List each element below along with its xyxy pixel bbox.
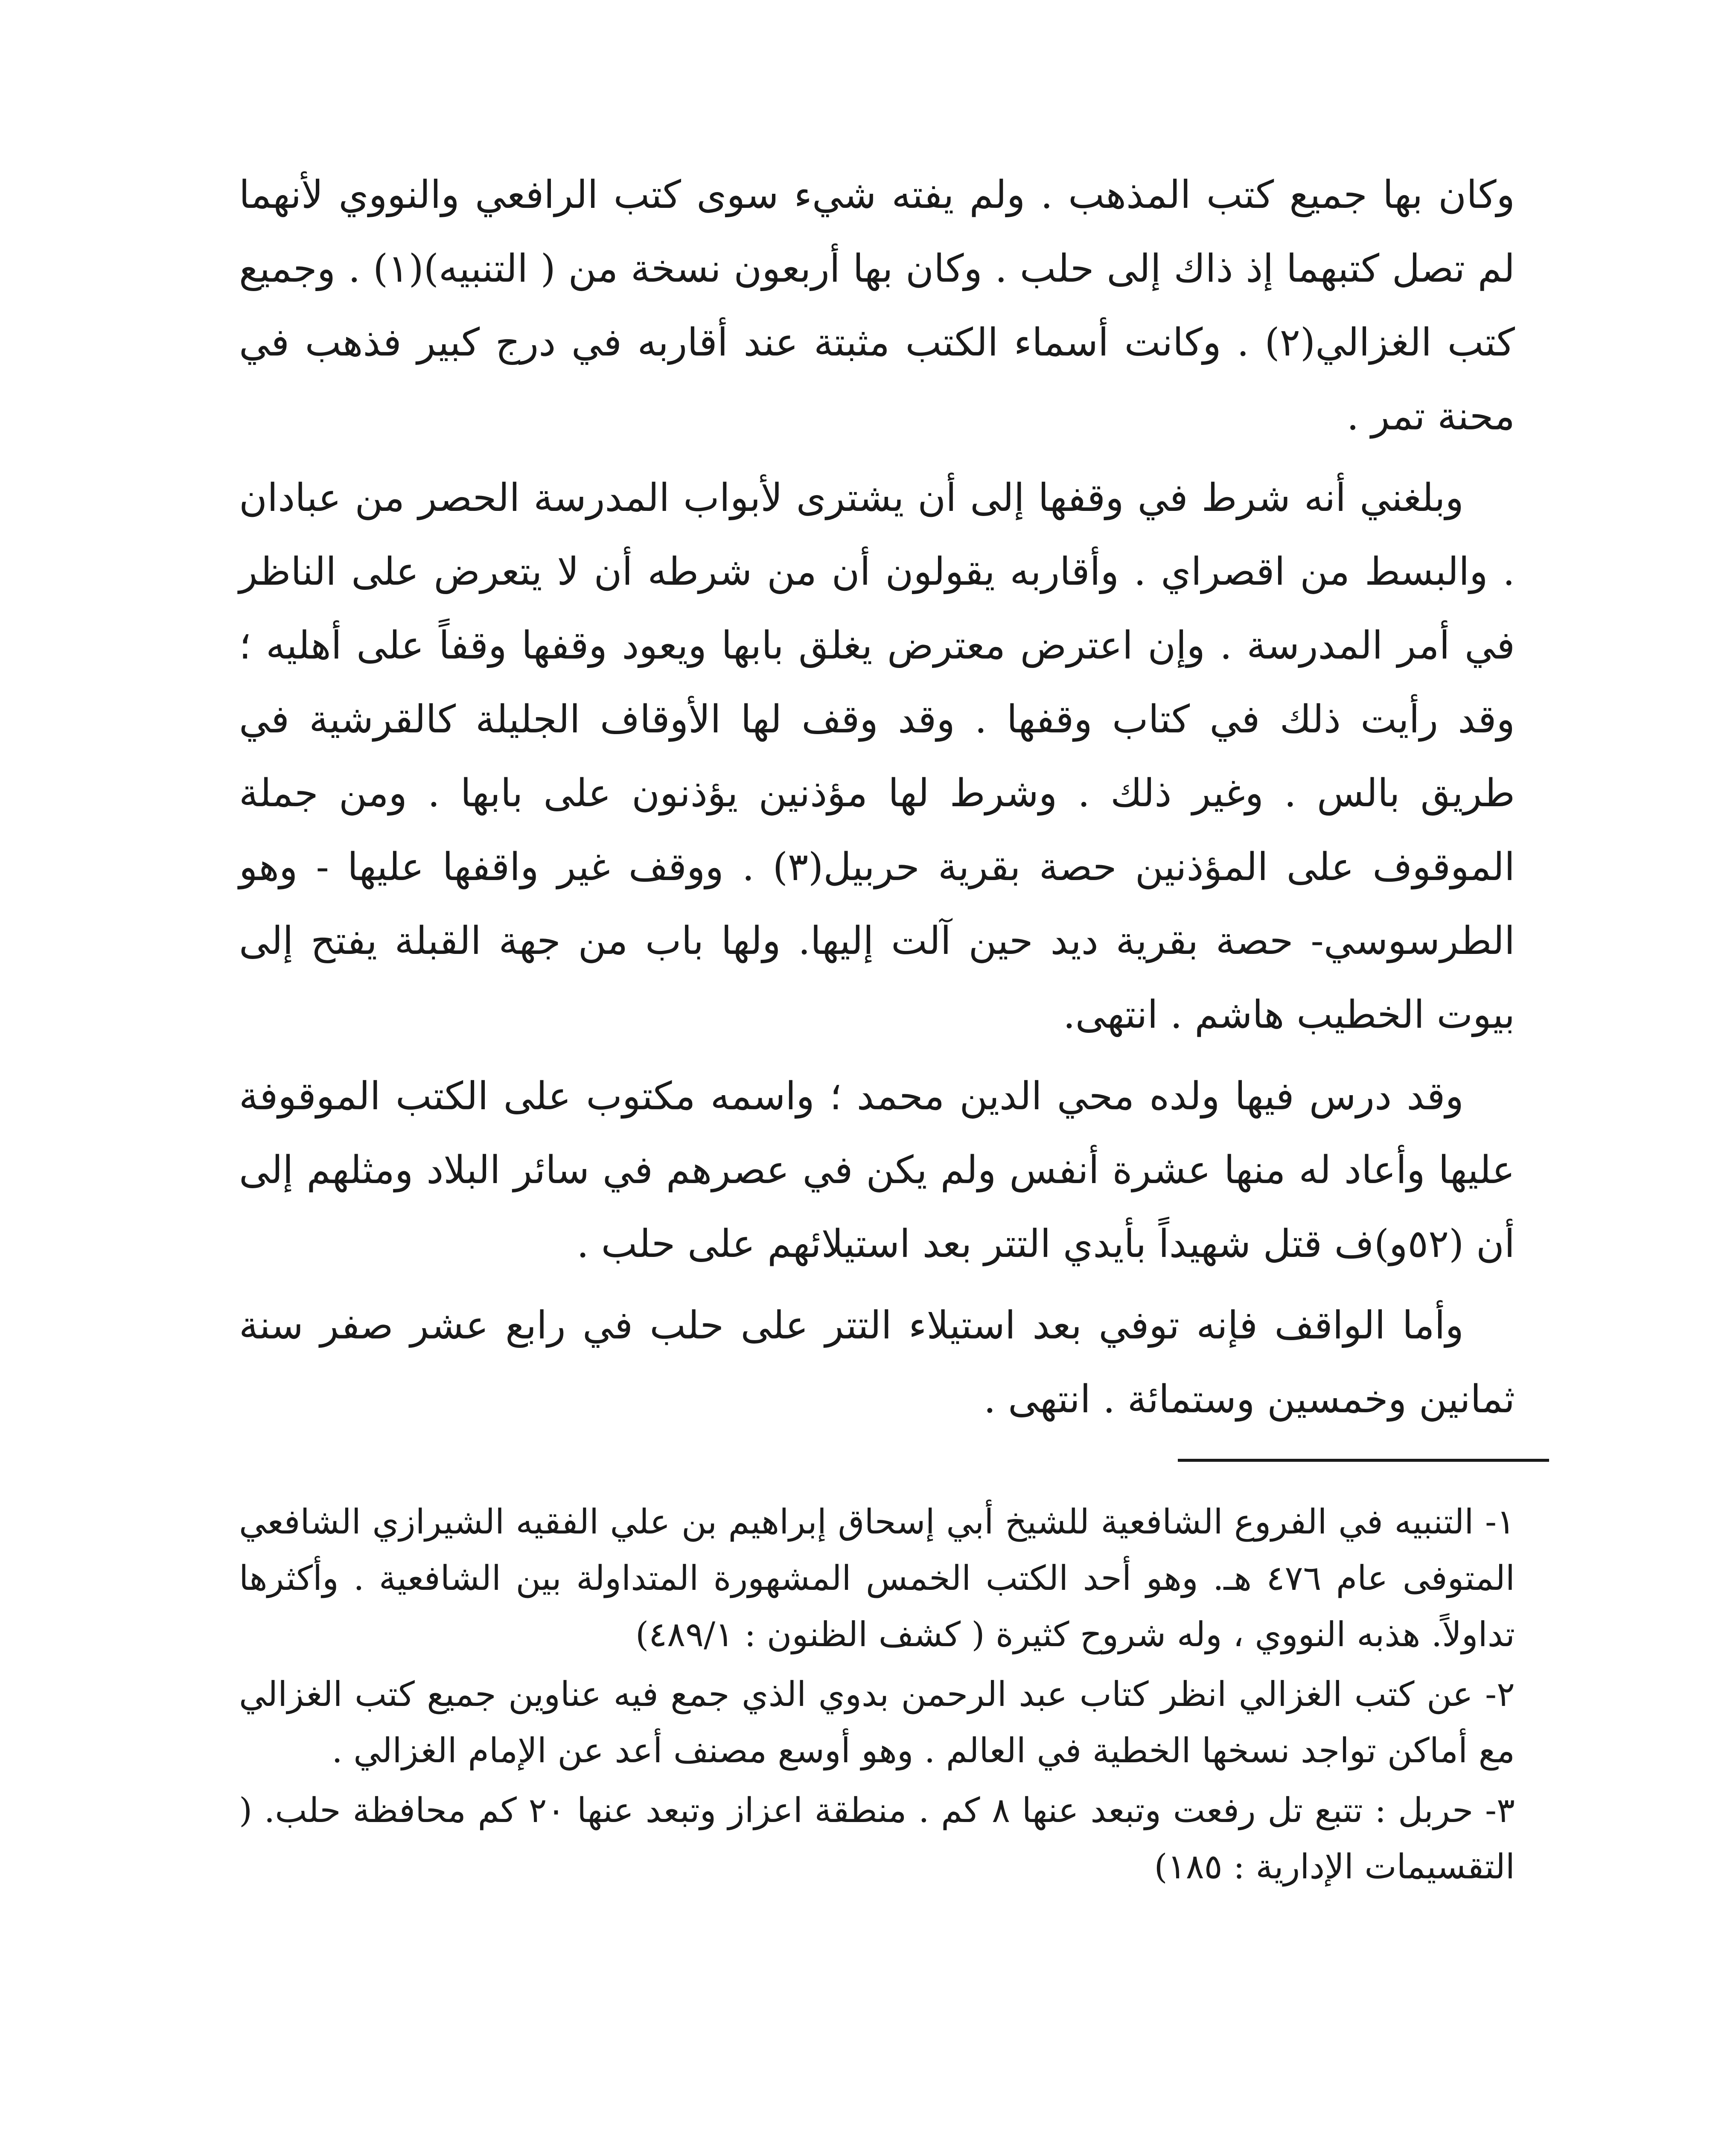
footnote-3: ٣- حربل : تتبع تل رفعت وتبعد عنها ٨ كم . منطقة اعزاز وتبعد عنها ٢٠ كم محافظة حلب. ( التقسيمات الإدارية : ١٨٥) bbox=[239, 1790, 1515, 1886]
paragraph-2: وبلغني أنه شرط في وقفها إلى أن يشترى لأبواب المدرسة الحصر من عبادان . والبسط من اقصراي . وأقاربه يقولون أن من شرطه أن لا يتعرض على الناظر في أمر المدرسة . وإن اعترض معترض يغلق بابها ويعود وقفها وقفاً على أهليه ؛ وقد رأيت ذلك في كتاب وقفها . وقد وقف لها الأوقاف الجليلة كالقرشية في طريق بالس . وغير ذلك . وشرط لها مؤذنين يؤذنون على بابها . ومن جملة الموقوف على المؤذنين حصة بقرية حربيل(٣) . ووقف غير واقفها عليها - وهو الطرسوسي- حصة بقرية ديد حين آلت إليها. ولها باب من جهة القبلة يفتح إلى بيوت الخطيب هاشم . انتهى. bbox=[239, 475, 1515, 1037]
paragraph-3: وقد درس فيها ولده محي الدين محمد ؛ واسمه مكتوب على الكتب الموقوفة عليها وأعاد له منها عشرة أنفس ولم يكن في عصرهم في سائر البلاد ومثلهم إلى أن (٥٢و)ف قتل شهيداً بأيدي التتر بعد استيلائهم على حلب . bbox=[239, 1074, 1515, 1266]
footnotes bbox=[239, 1494, 1515, 1898]
footnote-separator bbox=[1178, 1459, 1549, 1462]
paragraph-1: وكان بها جميع كتب المذهب . ولم يفته شيء سوى كتب الرافعي والنووي لأنهما لم تصل كتبهما إذ ذاك إلى حلب . وكان بها أربعون نسخة من ( التنبيه)(١) . وجميع كتب الغزالي(٢) . وكانت أسماء الكتب مثبتة عند أقاربه في درج كبير فذهب في محنة تمر . bbox=[239, 172, 1515, 439]
footnote-1: ١- التنبيه في الفروع الشافعية للشيخ أبي إسحاق إبراهيم بن علي الفقيه الشيرازي الشافعي المتوفى عام ٤٧٦ هـ. وهو أحد الكتب الخمس المشهورة المتداولة بين الشافعية . وأكثرها تداولاً. هذبه النووي ، وله شروح كثيرة ( كشف الظنون : ٤٨٩/١) bbox=[239, 1502, 1515, 1654]
main-text bbox=[239, 158, 1515, 1444]
footnote-2: ٢- عن كتب الغزالي انظر كتاب عبد الرحمن بدوي الذي جمع فيه عناوين جميع كتب الغزالي مع أماكن تواجد نسخها الخطية في العالم . وهو أوسع مصنف أعد عن الإمام الغزالي . bbox=[239, 1674, 1515, 1770]
paragraph-4: وأما الواقف فإنه توفي بعد استيلاء التتر على حلب في رابع عشر صفر سنة ثمانين وخمسين وستمائة . انتهى . bbox=[239, 1303, 1515, 1422]
